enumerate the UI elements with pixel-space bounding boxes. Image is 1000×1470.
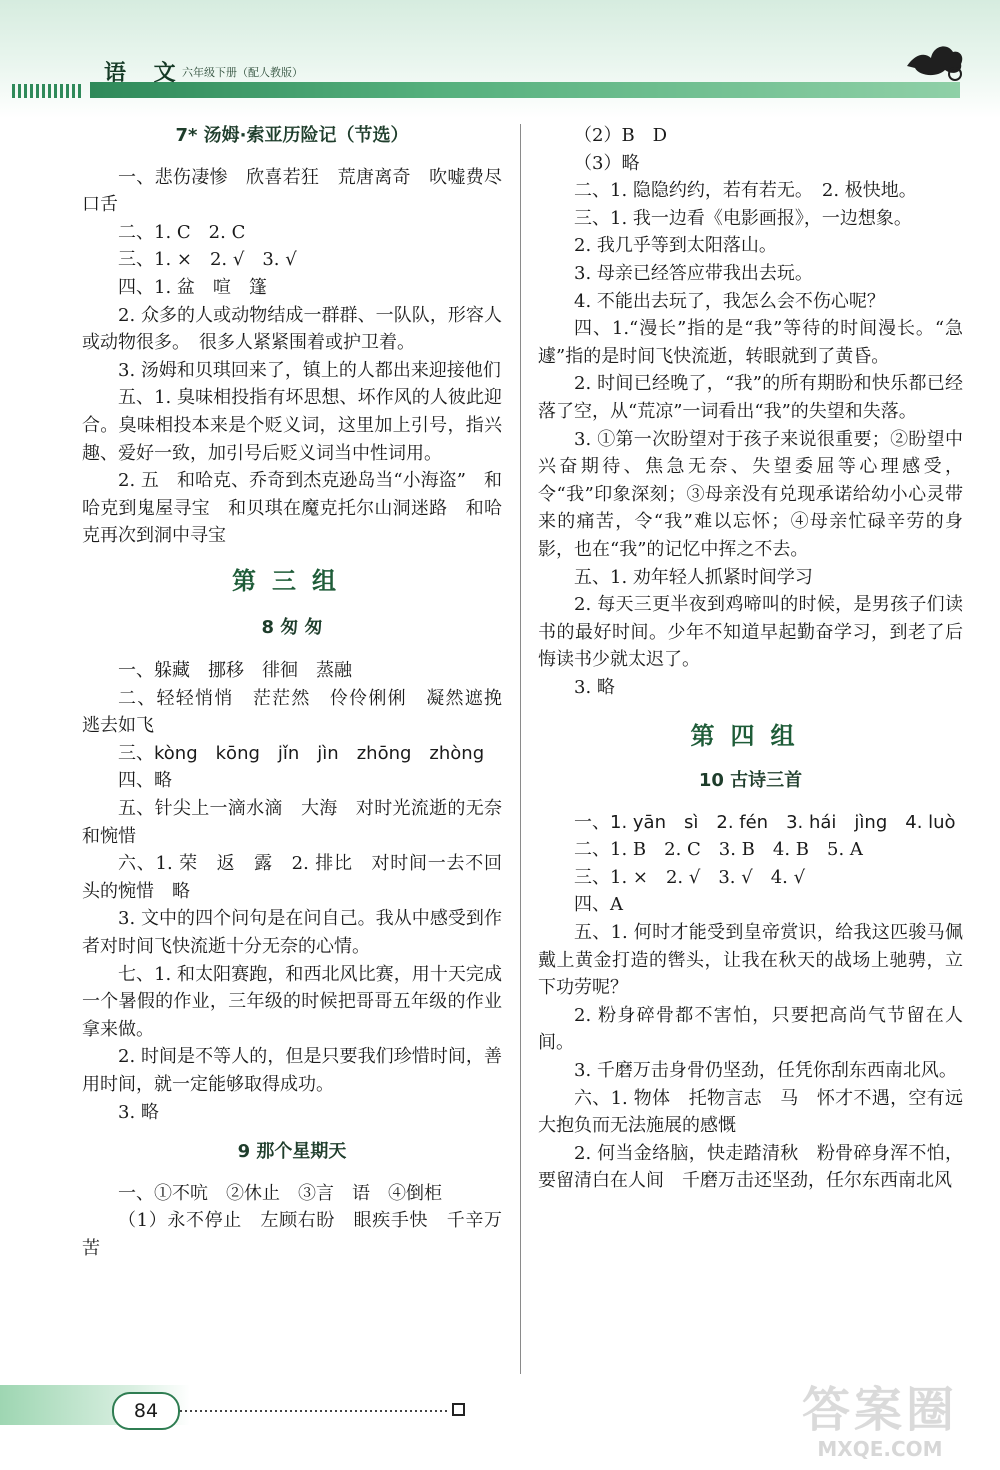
answer-paragraph: 三、1. 我一边看《电影画报》，一边想象。 — [574, 207, 912, 229]
answer-paragraph: （2）B D — [574, 125, 668, 146]
footer-dotted-line — [180, 1410, 450, 1412]
group-heading: 第四组 — [690, 722, 811, 751]
answer-paragraph: 二、1. 隐隐约约，若有若无。 2. 极快地。 — [574, 180, 917, 202]
answer-paragraph: 一、①不吭 ②休止 ③言 语 ④倒柜 — [118, 1182, 442, 1204]
lesson-title: 8 匆 匆 — [261, 616, 323, 638]
answer-paragraph: 3. 文中的四个问句是在问自己。我从中感受到作者对时间飞快流逝十分无奈的心情。 — [82, 908, 502, 958]
answer-paragraph: （3）略 — [574, 152, 640, 174]
answer-paragraph: 三、kòng kōng jǐn jìn zhōng zhòng — [118, 742, 485, 764]
answer-paragraph: 五、1. 劝年轻人抓紧时间学习 — [574, 566, 813, 588]
grade-subtitle: 六年级下册（配人教版） — [182, 66, 303, 79]
answer-paragraph: 七、1. 和太阳赛跑，和西北风比赛，用十天完成一个暑假的作业，三年级的时候把哥哥五年级的作业拿来做。 — [82, 963, 502, 1040]
answer-paragraph: 3. ①第一次盼望对于孩子来说很重要；②盼望中兴奋期待、焦急无奈、失望委屈等心理感受，令“我”印象深刻；③母亲没有兑现承诺给幼小心灵带来的痛苦，令“我”难以忘怀；④母亲忙碌辛劳的身影，也在“我”的记忆中挥之不去。 — [538, 428, 963, 560]
answer-paragraph: 二、1. B 2. C 3. B 4. B 5. A — [574, 839, 863, 861]
answer-paragraph: 一、躲藏 挪移 徘徊 蒸融 — [118, 660, 352, 682]
answer-paragraph: 3. 汤姆和贝琪回来了，镇上的人都出来迎接他们 — [118, 359, 501, 381]
answer-paragraph: 四、1.“漫长”指的是“我”等待的时间漫长。“急遽”指的是时间飞快流逝，转眼就到了黄昏。 — [538, 318, 963, 367]
answer-paragraph: 三、1. × 2. √ 3. √ — [118, 249, 297, 271]
answer-paragraph: （1）永不停止 左顾右盼 眼疾手快 千辛万苦 — [82, 1210, 502, 1259]
answer-paragraph: 五、针尖上一滴水滴 大海 对时光流逝的无奈和惋惜 — [82, 798, 502, 847]
answer-paragraph: 五、1. 何时才能受到皇帝赏识，给我这匹骏马佩戴上黄金打造的辔头，让我在秋天的战场上驰骋，立下功劳呢？ — [538, 922, 963, 999]
right-column — [538, 122, 963, 1195]
answer-paragraph: 2. 时间是不等人的，但是只要我们珍惜时间，善用时间，就一定能够取得成功。 — [82, 1046, 502, 1095]
answer-paragraph: 2. 何当金络脑，快走踏清秋 粉骨碎身浑不怕，要留清白在人间 千磨万击还坚劲，任尔东西南北风 — [538, 1142, 963, 1192]
answer-paragraph: 3. 略 — [118, 1101, 159, 1123]
answer-paragraph: 四、略 — [118, 770, 172, 792]
answer-paragraph: 2. 粉身碎骨都不害怕，只要把高尚气节留在人间。 — [538, 1004, 963, 1054]
subject-title: 语 文 — [104, 60, 186, 86]
answer-paragraph: 3. 略 — [574, 676, 615, 698]
watermark-url: MXQE.COM — [817, 1437, 943, 1461]
lesson-title: 10 古诗三首 — [698, 770, 803, 792]
answer-paragraph: 2. 时间已经晚了，“我”的所有期盼和快乐都已经落了空，从“荒凉”一词看出“我”的失望和失落。 — [538, 373, 963, 422]
lesson-title: 7* 汤姆·索亚历险记（节选） — [175, 125, 409, 146]
header-tick-marks — [12, 84, 82, 98]
answer-paragraph: 五、1. 臭味相投指有坏思想、坏作风的人彼此迎合。臭味相投本来是个贬义词，这里加上引号，指兴趣、爱好一致，加引号后贬义词当中性词用。 — [82, 387, 502, 464]
answer-paragraph: 一、悲伤凄惨 欣喜若狂 荒唐离奇 吹嘘费尽口舌 — [82, 166, 502, 216]
answer-paragraph: 3. 千磨万击身骨仍坚劲，任凭你刮东西南北风。 — [574, 1060, 957, 1081]
group-heading: 第三组 — [232, 566, 352, 595]
answer-paragraph: 一、1. yān sì 2. fén 3. hái jìng 4. luò — [574, 811, 956, 833]
answer-paragraph: 3. 母亲已经答应带我出去玩。 — [574, 262, 813, 284]
answer-paragraph: 2. 五 和哈克、乔奇到杰克逊岛当“小海盗” 和哈克到鬼屋寻宝 和贝琪在魔克托尔山洞迷路 和哈克再次到洞中寻宝 — [82, 470, 502, 547]
cloud-ornament-icon — [905, 36, 965, 86]
left-column — [82, 122, 520, 1263]
answer-paragraph: 六、1. 物体 托物言志 马 怀才不遇，空有远大抱负而无法施展的感慨 — [538, 1087, 963, 1137]
answer-paragraph: 4. 不能出去玩了，我怎么会不伤心呢？ — [574, 290, 885, 312]
answer-paragraph: 2. 每天三更半夜到鸡啼叫的时候，是男孩子们读书的最好时间。少年不知道早起勤奋学习，到老了后悔读书少就太迟了。 — [538, 594, 963, 671]
answer-paragraph: 三、1. × 2. √ 3. √ 4. √ — [574, 866, 806, 888]
footer-square-icon — [452, 1403, 465, 1416]
answer-paragraph: 六、1. 荣 返 露 2. 排比 对时间一去不回头的惋惜 略 — [82, 853, 502, 902]
answer-paragraph: 2. 我几乎等到太阳落山。 — [574, 235, 777, 257]
lesson-title: 9 那个星期天 — [237, 1141, 347, 1163]
page-number: 84 — [112, 1392, 180, 1430]
answer-paragraph: 二、1. C 2. C — [118, 221, 246, 243]
column-divider — [520, 124, 521, 1374]
watermark-title: 答案圈 — [801, 1382, 958, 1438]
watermark — [770, 1382, 990, 1462]
header-bar — [90, 82, 960, 98]
answer-paragraph: 四、A — [574, 894, 623, 916]
answer-paragraph: 四、1. 盆 喧 篷 — [118, 276, 267, 298]
answer-paragraph: 二、轻轻悄悄 茫茫然 伶伶俐俐 凝然遮挽 逃去如飞 — [82, 687, 520, 737]
answer-paragraph: 2. 众多的人或动物结成一群群、一队队，形容人或动物很多。 很多人紧紧围着或护卫着。 — [82, 304, 502, 354]
